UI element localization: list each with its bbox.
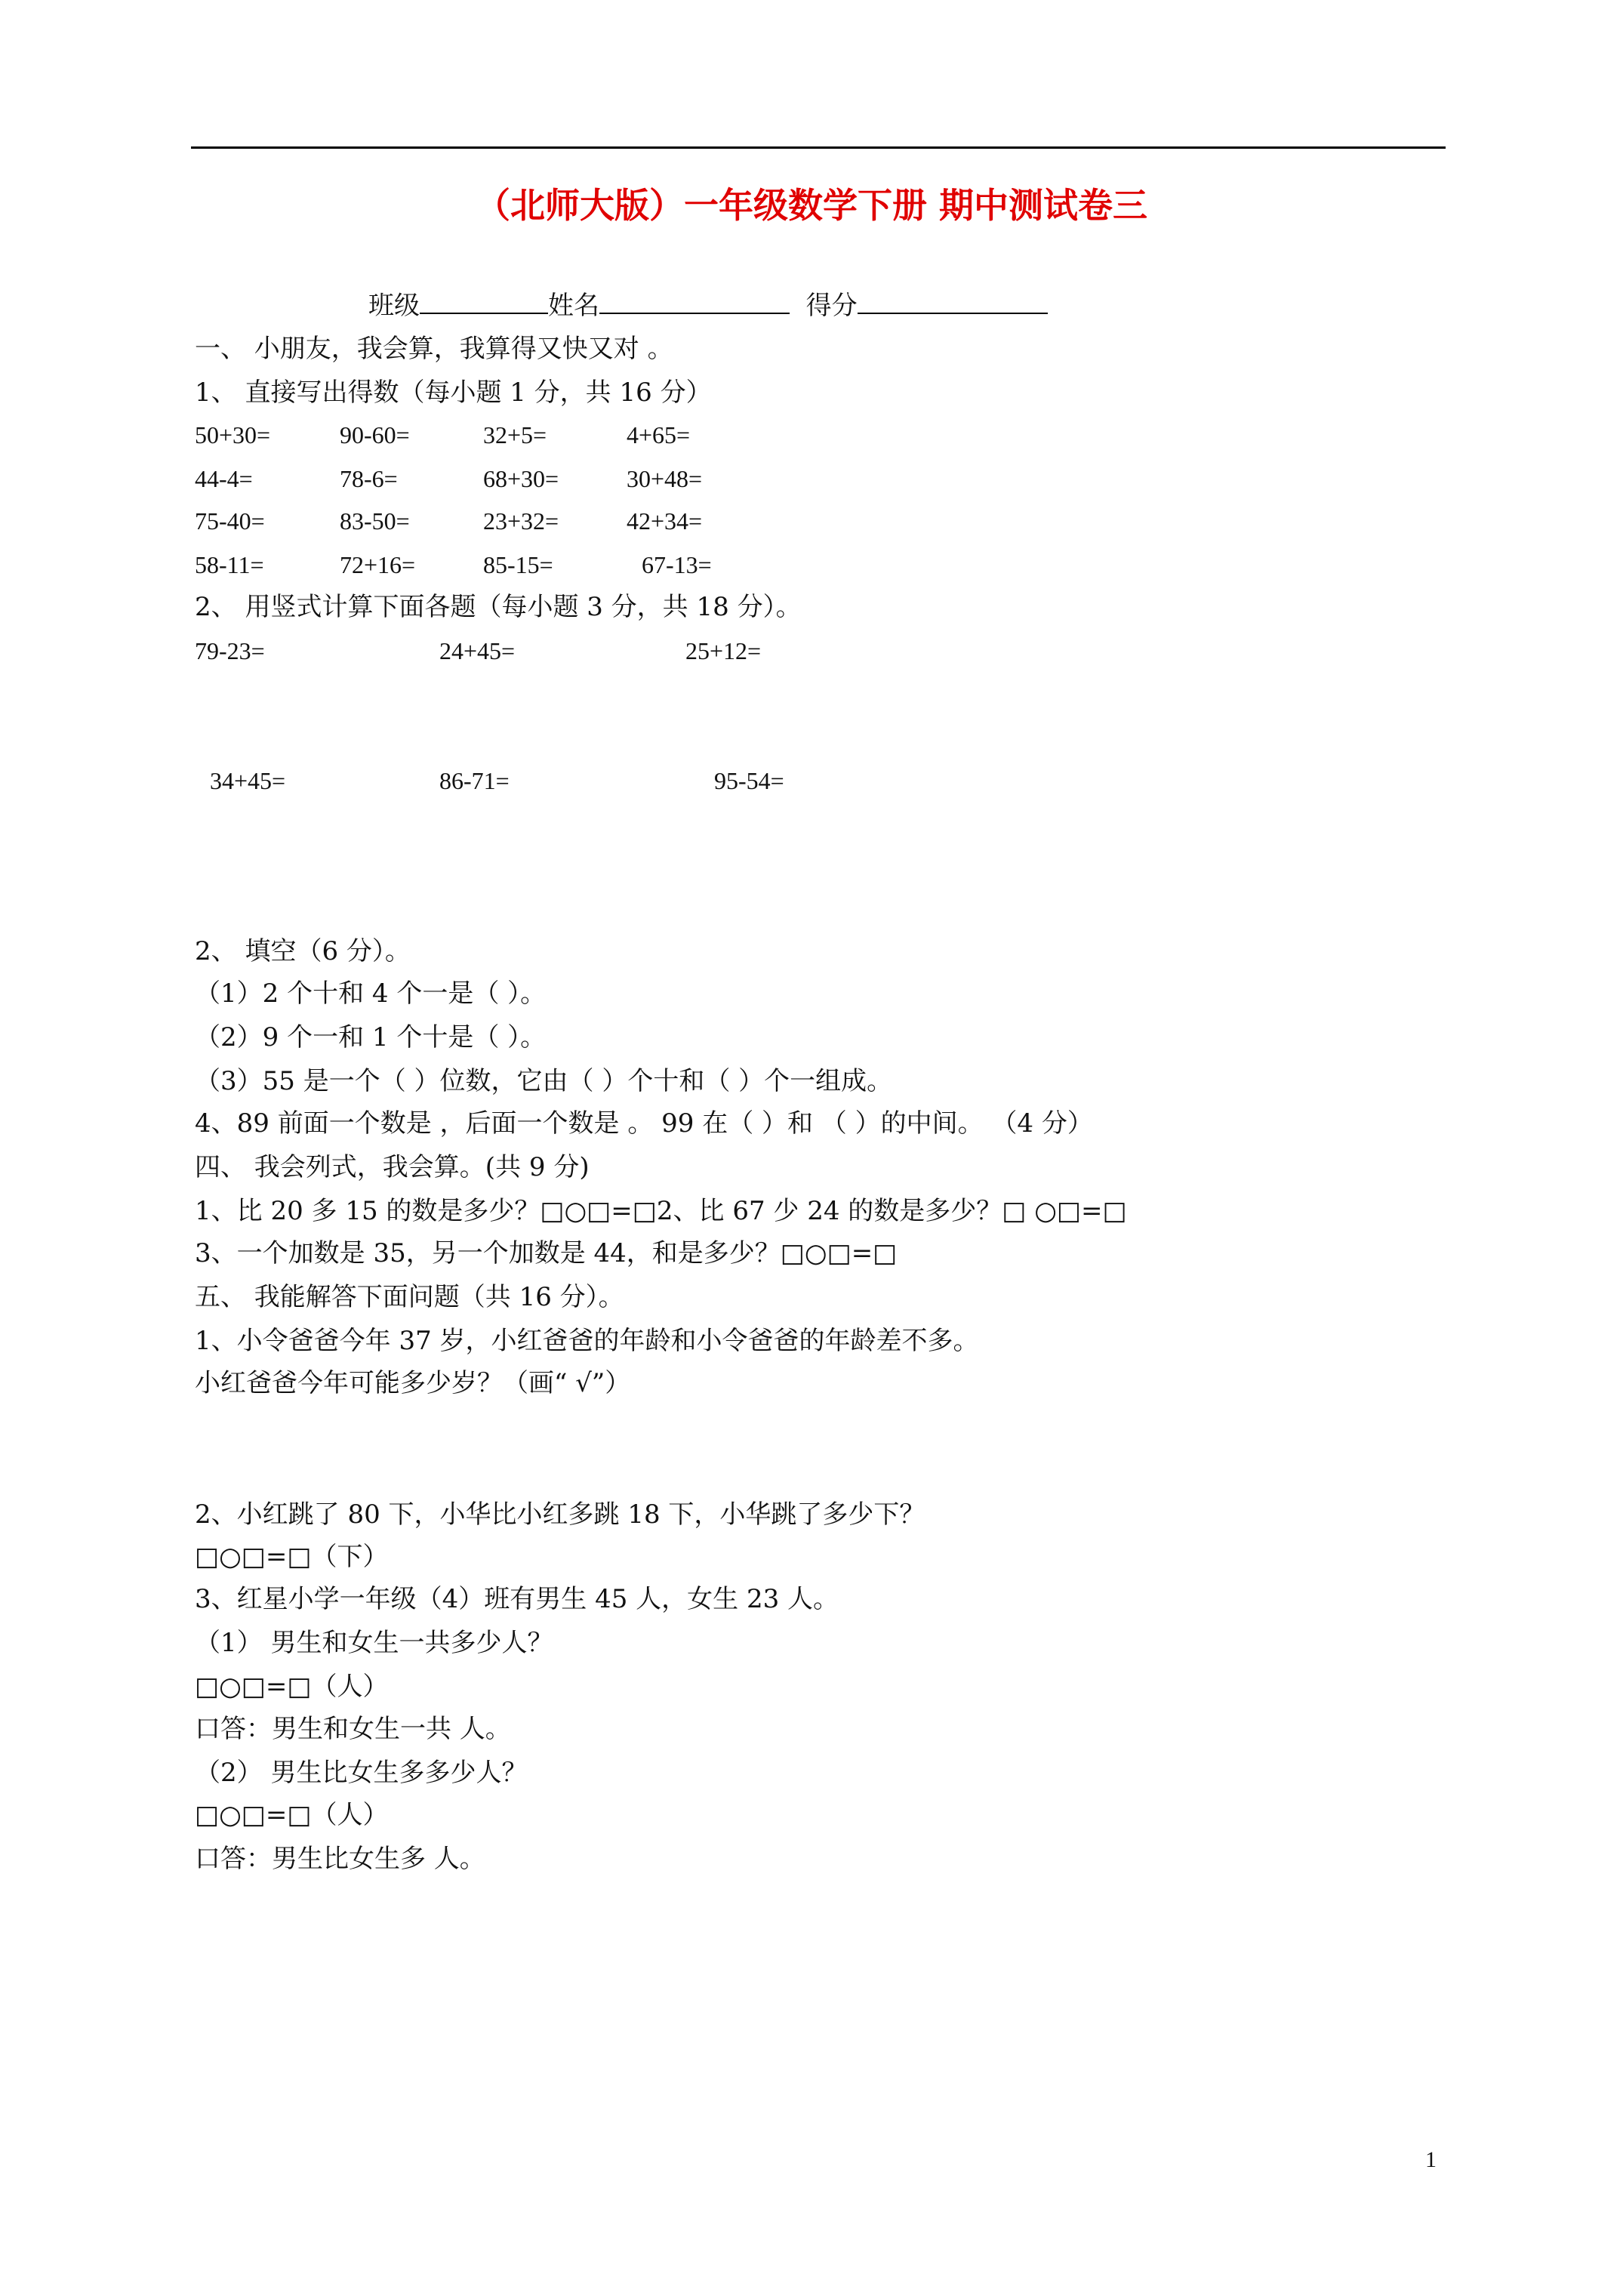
- fill-blank-item: （1）2 个十和 4 个一是（ ）。: [195, 978, 547, 1009]
- calc-item: 67-13=: [642, 551, 712, 578]
- calc-item: 42+34=: [627, 507, 703, 535]
- calc-item: 30+48=: [627, 465, 703, 492]
- equation-answer: □○□=□（下）: [195, 1542, 389, 1572]
- sub-question: （2） 男生比女生多多少人？: [195, 1758, 528, 1788]
- sub-question: （1） 男生和女生一共多少人？: [195, 1628, 553, 1658]
- word-problem: 3、红星小学一年级（4）班有男生 45 人，女生 23 人。: [195, 1584, 839, 1614]
- calc-item: 23+32=: [483, 507, 559, 535]
- oral-answer: 口答：男生比女生多 人。: [195, 1844, 485, 1874]
- equation-answer: □○□=□（人）: [195, 1800, 389, 1830]
- calc-item: 34+45=: [210, 767, 286, 794]
- calc-item: 24+45=: [439, 637, 516, 664]
- score-blank: [858, 290, 1048, 314]
- class-label: 班级: [368, 291, 420, 321]
- calc-item: 32+5=: [483, 421, 547, 448]
- fill-blank-item: （2）9 个一和 1 个十是（ ）。: [195, 1022, 547, 1052]
- name-blank: [599, 290, 790, 314]
- calc-item: 75-40=: [195, 507, 265, 535]
- question-fill-blank: 2、 填空（6 分）。: [195, 936, 411, 966]
- calc-item: 25+12=: [685, 637, 762, 664]
- calc-item: 4+65=: [627, 421, 691, 448]
- calc-item: 95-54=: [714, 767, 784, 794]
- name-label: 姓名: [548, 291, 599, 321]
- calc-item: 90-60=: [340, 421, 410, 448]
- header-rule: [191, 146, 1446, 149]
- calc-item: 79-23=: [195, 637, 265, 664]
- calc-item: 72+16=: [340, 551, 416, 578]
- oral-answer: 口答：男生和女生一共 人。: [195, 1714, 511, 1744]
- word-problem: 小红爸爸今年可能多少岁？（画“ √”）: [195, 1368, 631, 1398]
- calc-item: 68+30=: [483, 465, 559, 492]
- section-1-heading: 一、 小朋友，我会算，我算得又快又对 。: [195, 334, 673, 364]
- document-title: （北师大版）一年级数学下册 期中测试卷三: [475, 185, 1147, 226]
- calc-item: 78-6=: [340, 465, 398, 492]
- calc-item: 50+30=: [195, 421, 271, 448]
- student-info-header: [368, 290, 1048, 321]
- equation-question: 3、一个加数是 35，另一个加数是 44，和是多少？□○□=□: [195, 1238, 898, 1268]
- calc-item: 44-4=: [195, 465, 253, 492]
- calc-item: 58-11=: [195, 551, 264, 578]
- section-5-heading: 五、 我能解答下面问题（共 16 分）。: [195, 1282, 624, 1312]
- question-direct-calc: 1、 直接写出得数（每小题 1 分，共 16 分）: [195, 378, 712, 408]
- score-label: 得分: [805, 291, 858, 321]
- section-4-heading: 四、 我会列式，我会算。(共 9 分): [195, 1152, 590, 1182]
- word-problem: 1、小令爸爸今年 37 岁，小红爸爸的年龄和小令爸爸的年龄差不多。: [195, 1326, 979, 1356]
- fill-blank-item: （3）55 是一个（ ）位数，它由（ ）个十和（ ）个一组成。: [195, 1066, 893, 1096]
- equation-question: 1、比 20 多 15 的数是多少？□○□=□2、比 67 少 24 的数是多少？□ ○□=□: [195, 1196, 1127, 1226]
- calc-item: 86-71=: [439, 767, 510, 794]
- word-problem: 2、小红跳了 80 下，小华比小红多跳 18 下，小华跳了多少下？: [195, 1499, 925, 1530]
- equation-answer: □○□=□（人）: [195, 1672, 389, 1702]
- calc-item: 83-50=: [340, 507, 410, 535]
- class-blank: [420, 290, 548, 314]
- question-neighbor-numbers: 4、89 前面一个数是 ，后面一个数是 。 99 在（ ）和 （ ）的中间。 （4 分）: [195, 1108, 1093, 1139]
- calc-item: 85-15=: [483, 551, 553, 578]
- page-number: 1: [1425, 2147, 1437, 2172]
- question-vertical-calc: 2、 用竖式计算下面各题（每小题 3 分，共 18 分）。: [195, 592, 802, 622]
